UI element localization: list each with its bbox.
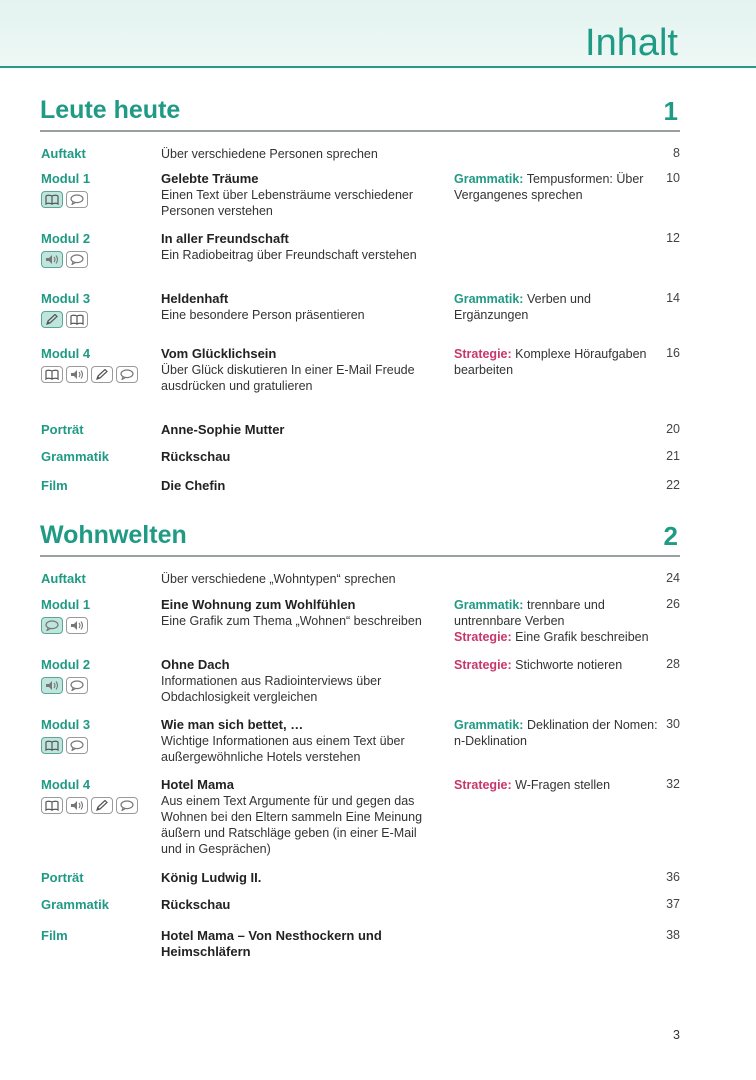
book-icon	[41, 737, 63, 754]
skill-icons	[41, 737, 91, 755]
entry-focus	[454, 657, 659, 673]
focus-text: trennbare und untrennbare Verben	[454, 598, 605, 628]
section-label: Modul 2	[41, 657, 91, 672]
entry-title[interactable]: Die Chefin	[161, 478, 226, 493]
entry-content	[161, 146, 441, 162]
speech-bubble-icon	[66, 677, 88, 694]
skill-icons	[41, 311, 91, 329]
section-label: Auftakt	[41, 146, 86, 161]
chapter-title: Wohnwelten	[40, 521, 187, 549]
page-number[interactable]: 20	[666, 422, 680, 436]
entry-content	[161, 657, 441, 705]
section-label: Film	[41, 928, 68, 943]
entry-content	[161, 346, 441, 394]
entry-content	[161, 597, 441, 629]
skill-icons	[41, 191, 91, 209]
chapter-number: 2	[663, 521, 678, 551]
entry-title[interactable]: Gelebte Träume	[161, 171, 259, 186]
section-label: Modul 4	[41, 777, 91, 792]
speaker-icon	[41, 677, 63, 694]
entry-title[interactable]: Hotel Mama	[161, 777, 234, 792]
book-icon	[66, 311, 88, 328]
page-number[interactable]: 16	[666, 346, 680, 360]
section-label: Modul 2	[41, 231, 91, 246]
speech-bubble-icon	[66, 737, 88, 754]
focus-text: W-Fragen stellen	[515, 778, 611, 792]
entry-description: Ein Radiobeitrag über Freundschaft verstehen	[161, 248, 417, 262]
entry-description: Über Glück diskutieren In einer E-Mail Freude ausdrücken und gratulieren	[161, 363, 415, 393]
entry-description: Wichtige Informationen aus einem Text über außergewöhnliche Hotels verstehen	[161, 734, 405, 764]
speech-bubble-icon	[41, 617, 63, 634]
page-number[interactable]: 38	[666, 928, 680, 942]
entry-content	[161, 291, 441, 323]
focus-text: Tempusformen: Über Vergangenes sprechen	[454, 172, 644, 202]
chapter-number: 1	[663, 96, 678, 126]
entry-focus	[454, 291, 659, 323]
entry-description: Über verschiedene „Wohntypen“ sprechen	[161, 572, 396, 586]
section-label: Modul 1	[41, 171, 91, 186]
pencil-icon	[91, 366, 113, 383]
page-number[interactable]: 10	[666, 171, 680, 185]
entry-content	[161, 422, 441, 438]
skill-icons	[41, 251, 91, 269]
section-label: Modul 1	[41, 597, 91, 612]
section-label: Modul 4	[41, 346, 91, 361]
focus-keyword: Grammatik:	[454, 718, 524, 732]
skill-icons	[41, 366, 141, 384]
page-number[interactable]: 21	[666, 449, 680, 463]
focus-text: Stichworte notieren	[515, 658, 623, 672]
page-number[interactable]: 24	[666, 571, 680, 585]
entry-content	[161, 449, 441, 465]
entry-description: Aus einem Text Argumente für und gegen das Wohnen bei den Eltern sammeln Eine Meinung äußern und Ratschläge geben (in einer E-Mail und in Gesprächen)	[161, 794, 423, 856]
section-label: Modul 3	[41, 291, 91, 306]
pencil-icon	[41, 311, 63, 328]
book-icon	[41, 191, 63, 208]
page-number[interactable]: 8	[673, 146, 680, 160]
entry-content	[161, 171, 441, 219]
speaker-icon	[66, 797, 88, 814]
focus-keyword: Strategie:	[454, 630, 512, 644]
entry-title[interactable]: Rückschau	[161, 897, 231, 912]
focus-text: Eine Grafik beschreiben	[515, 630, 649, 644]
focus-keyword: Grammatik:	[454, 172, 524, 186]
entry-title[interactable]: Ohne Dach	[161, 657, 230, 672]
speaker-icon	[66, 366, 88, 383]
section-label: Grammatik	[41, 897, 109, 912]
section-label: Modul 3	[41, 717, 91, 732]
section-label: Grammatik	[41, 449, 109, 464]
skill-icons	[41, 797, 141, 815]
entry-content	[161, 897, 441, 913]
page-number[interactable]: 22	[666, 478, 680, 492]
page-title: Inhalt	[585, 22, 678, 64]
page-number[interactable]: 36	[666, 870, 680, 884]
section-label: Auftakt	[41, 571, 86, 586]
entry-title[interactable]: Vom Glücklichsein	[161, 346, 277, 361]
skill-icons	[41, 617, 91, 635]
focus-keyword: Grammatik:	[454, 292, 524, 306]
entry-title[interactable]: Eine Wohnung zum Wohlfühlen	[161, 597, 356, 612]
entry-title[interactable]: Anne-Sophie Mutter	[161, 422, 285, 437]
book-icon	[41, 797, 63, 814]
page-number[interactable]: 28	[666, 657, 680, 671]
entry-title[interactable]: Wie man sich bettet, …	[161, 717, 304, 732]
focus-keyword: Grammatik:	[454, 598, 524, 612]
focus-text: Komplexe Höraufgaben bearbeiten	[454, 347, 647, 377]
speech-bubble-icon	[66, 251, 88, 268]
entry-content	[161, 870, 441, 886]
entry-focus	[454, 777, 659, 793]
entry-content	[161, 231, 441, 263]
book-icon	[41, 366, 63, 383]
focus-keyword: Strategie:	[454, 658, 512, 672]
entry-title[interactable]: König Ludwig II.	[161, 870, 262, 885]
entry-description: Einen Text über Lebensträume verschiedener Personen verstehen	[161, 188, 414, 218]
footer-page-number: 3	[673, 1028, 680, 1042]
entry-focus	[454, 171, 659, 203]
entry-description: Eine Grafik zum Thema „Wohnen“ beschreiben	[161, 614, 422, 628]
speech-bubble-icon	[116, 366, 138, 383]
entry-title[interactable]: Rückschau	[161, 449, 231, 464]
speaker-icon	[41, 251, 63, 268]
page-number[interactable]: 32	[666, 777, 680, 791]
entry-title[interactable]: In aller Freundschaft	[161, 231, 289, 246]
focus-text: Deklination der Nomen: n-Deklination	[454, 718, 658, 748]
section-label: Porträt	[41, 422, 84, 437]
entry-content	[161, 478, 441, 494]
entry-focus	[454, 346, 659, 378]
section-label: Porträt	[41, 870, 84, 885]
page-number[interactable]: 30	[666, 717, 680, 731]
chapter-header	[40, 521, 680, 557]
chapter-header	[40, 96, 680, 132]
entry-content	[161, 928, 441, 960]
page-number[interactable]: 12	[666, 231, 680, 245]
page-number[interactable]: 14	[666, 291, 680, 305]
entry-title[interactable]: Heldenhaft	[161, 291, 229, 306]
focus-keyword: Strategie:	[454, 347, 512, 361]
speaker-icon	[66, 617, 88, 634]
entry-content	[161, 571, 441, 587]
page-number[interactable]: 26	[666, 597, 680, 611]
focus-text: Verben und Ergänzungen	[454, 292, 591, 322]
entry-focus	[454, 717, 659, 749]
chapter-title: Leute heute	[40, 96, 181, 124]
page-number[interactable]: 37	[666, 897, 680, 911]
entry-content	[161, 777, 441, 857]
entry-content	[161, 717, 441, 765]
focus-keyword: Strategie:	[454, 778, 512, 792]
entry-description: Über verschiedene Personen sprechen	[161, 147, 378, 161]
speech-bubble-icon	[116, 797, 138, 814]
pencil-icon	[91, 797, 113, 814]
entry-focus	[454, 597, 659, 645]
entry-description: Informationen aus Radiointerviews über Obdachlosigkeit vergleichen	[161, 674, 382, 704]
speech-bubble-icon	[66, 191, 88, 208]
entry-title[interactable]: Hotel Mama – Von Nesthockern und Heimschläfern	[161, 928, 382, 959]
skill-icons	[41, 677, 91, 695]
section-label: Film	[41, 478, 68, 493]
entry-description: Eine besondere Person präsentieren	[161, 308, 365, 322]
